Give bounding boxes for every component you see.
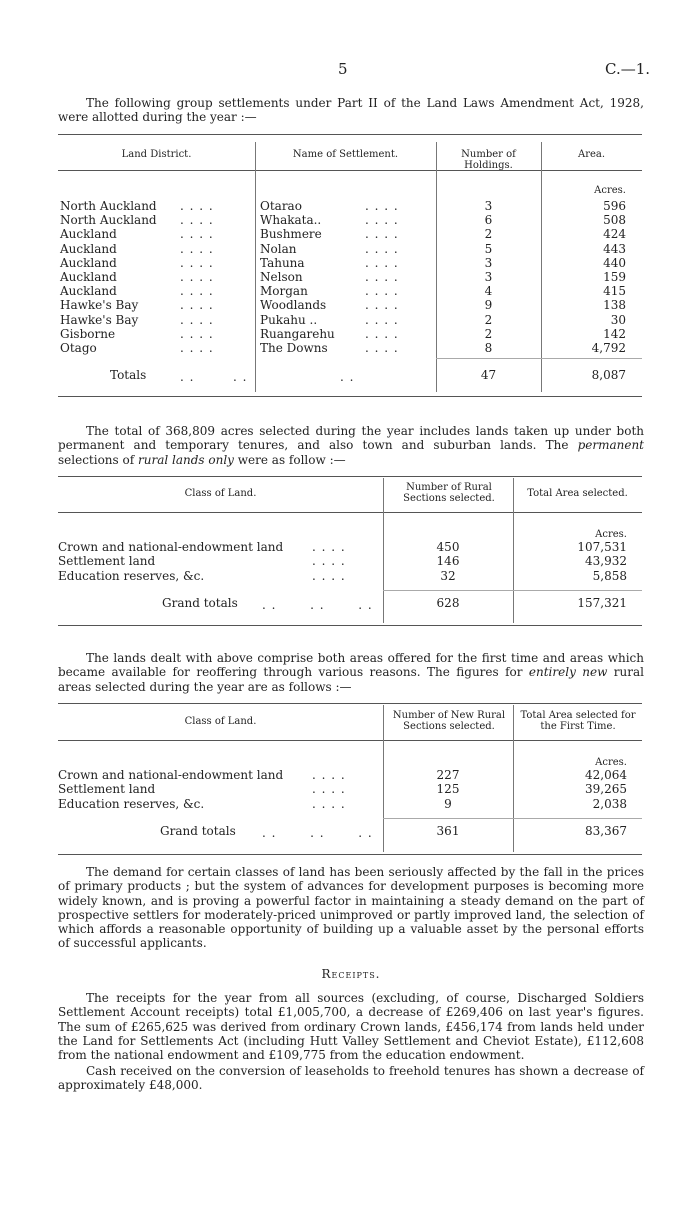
table1-header-settlement: Name of Settlement. bbox=[292, 149, 399, 160]
para3-text: The lands dealt with above comprise both areas offered for the first time and areas which became available for reoffering through various reasons. The figures for bbox=[58, 651, 644, 680]
area-cell: 508 bbox=[603, 213, 626, 227]
para3-text: rural areas selected during the year are as follows :— bbox=[58, 665, 644, 694]
district-cell: Auckland bbox=[60, 284, 117, 298]
district-cell: North Auckland bbox=[60, 213, 157, 227]
sections-cell: 146 bbox=[436, 554, 460, 568]
table1-totals-rule bbox=[436, 358, 642, 359]
sections-cell: 9 bbox=[444, 797, 452, 811]
area-cell: 142 bbox=[603, 327, 626, 341]
table3-totals-area: 83,367 bbox=[585, 824, 627, 838]
dot-leader: . . . . bbox=[180, 213, 214, 227]
dot-leader: . . . . bbox=[180, 341, 214, 355]
para4-text: The demand for certain classes of land has been seriously affected by the fall in the prices of primary products ; but the system of advances for development purposes is becoming more widely known, and is proving a powerful factor in maintaining a steady demand on the part of prospective settlers for moderately-priced unimproved or partly improved land, the selection of which affords a reasonable opportunity of building up a valuable asset by the personal efforts of successful applicants. bbox=[58, 865, 644, 951]
area-cell: 596 bbox=[603, 199, 626, 213]
area-cell: 440 bbox=[603, 256, 626, 270]
holdings-cell: 2 bbox=[484, 227, 493, 241]
holdings-cell: 9 bbox=[484, 298, 493, 312]
table1-totals-holdings: 47 bbox=[480, 368, 497, 382]
holdings-cell: 3 bbox=[484, 199, 493, 213]
dot-leader: . . . . bbox=[365, 256, 399, 270]
settlement-cell: Ruangarehu bbox=[260, 327, 335, 341]
district-cell: Hawke's Bay bbox=[60, 298, 139, 312]
holdings-cell: 2 bbox=[484, 313, 493, 327]
table1-header-holdings: Number of Holdings. bbox=[461, 149, 516, 171]
settlement-cell: Tahuna bbox=[260, 256, 305, 270]
area-cell: 43,932 bbox=[585, 554, 627, 568]
table1-top-rule bbox=[58, 134, 642, 135]
dot-leader: . . . . bbox=[312, 797, 346, 811]
receipts-paragraph bbox=[58, 991, 644, 1062]
settlement-cell: The Downs bbox=[260, 341, 328, 355]
settlement-cell: Otarao bbox=[260, 199, 302, 213]
table2-totals-leader: . . . . . . bbox=[262, 598, 373, 612]
settlement-cell: Morgan bbox=[260, 284, 308, 298]
settlement-cell: Pukahu .. bbox=[260, 313, 318, 327]
table3-totals-label: Grand totals bbox=[160, 824, 236, 838]
class-cell: Crown and national-endowment land bbox=[58, 540, 284, 554]
document-code: C.—1. bbox=[605, 60, 651, 78]
dot-leader: . . . . bbox=[180, 227, 214, 241]
table1-totals-area: 8,087 bbox=[591, 368, 626, 382]
para2-text: were as follow :— bbox=[233, 452, 346, 467]
dot-leader: . . . . bbox=[180, 199, 214, 213]
table2-totals-number: 628 bbox=[436, 596, 460, 610]
dot-leader: . . . . bbox=[312, 768, 346, 782]
dot-leader: . . . . bbox=[180, 242, 214, 256]
district-cell: Auckland bbox=[60, 242, 117, 256]
sections-cell: 450 bbox=[436, 540, 460, 554]
dot-leader: . . . . bbox=[180, 313, 214, 327]
para3-italic: entirely new bbox=[528, 665, 608, 680]
class-cell: Crown and national-endowment land bbox=[58, 768, 284, 782]
table3-header-area: Total Area selected for the First Time. bbox=[520, 710, 636, 732]
holdings-cell: 3 bbox=[484, 270, 493, 284]
para6-text: Cash received on the conversion of leaseholds to freehold tenures has shown a decrease of approximately £48,000. bbox=[58, 1064, 644, 1093]
area-cell: 443 bbox=[603, 242, 626, 256]
table3-header-number: Number of New Rural Sections selected. bbox=[392, 710, 506, 732]
dot-leader: . . . . bbox=[312, 540, 346, 554]
demand-paragraph bbox=[58, 865, 644, 951]
area-cell: 30 bbox=[610, 313, 626, 327]
dot-leader: . . . . bbox=[180, 327, 214, 341]
holdings-cell: 6 bbox=[484, 213, 493, 227]
dot-leader: . . . . bbox=[365, 313, 399, 327]
settlement-cell: Nelson bbox=[260, 270, 303, 284]
settlement-cell: Woodlands bbox=[260, 298, 327, 312]
area-cell: 138 bbox=[603, 298, 626, 312]
area-cell: 159 bbox=[603, 270, 626, 284]
dot-leader: . . . . bbox=[365, 270, 399, 284]
intro-text: The following group settlements under Part II of the Land Laws Amendment Act, 1928, were allotted during the year :— bbox=[58, 96, 644, 125]
table1-col-divider bbox=[255, 142, 256, 392]
settlement-cell: Whakata.. bbox=[260, 213, 322, 227]
area-cell: 39,265 bbox=[585, 782, 627, 796]
table2-totals-label: Grand totals bbox=[162, 596, 238, 610]
district-cell: Auckland bbox=[60, 270, 117, 284]
district-cell: Auckland bbox=[60, 227, 117, 241]
para2-text: The total of 368,809 acres selected during the year includes lands taken up under both permanent and temporary tenures, and also town and suburban lands. The bbox=[58, 424, 644, 453]
area-cell: 42,064 bbox=[585, 768, 627, 782]
dot-leader: . . . . bbox=[365, 213, 399, 227]
para2-italic: permanent bbox=[577, 438, 644, 453]
dot-leader: . . . . bbox=[365, 284, 399, 298]
district-cell: Gisborne bbox=[60, 327, 116, 341]
dot-leader: . . . . bbox=[180, 284, 214, 298]
dot-leader: . . . . bbox=[365, 199, 399, 213]
dot-leader: . . . . bbox=[180, 298, 214, 312]
class-cell: Settlement land bbox=[58, 554, 156, 568]
table2-header-area: Total Area selected. bbox=[527, 488, 628, 499]
table1-header-district: Land District. bbox=[121, 149, 192, 160]
district-cell: Auckland bbox=[60, 256, 117, 270]
holdings-cell: 5 bbox=[484, 242, 493, 256]
district-cell: North Auckland bbox=[60, 199, 157, 213]
holdings-cell: 2 bbox=[484, 327, 493, 341]
table2-header-number: Number of Rural Sections selected. bbox=[403, 482, 495, 504]
area-cell: 415 bbox=[603, 284, 626, 298]
table3-bottom-rule bbox=[58, 854, 642, 855]
dot-leader: . . . . bbox=[365, 327, 399, 341]
table2-header-class: Class of Land. bbox=[184, 488, 257, 499]
table2-bottom-rule bbox=[58, 625, 642, 626]
table1-unit: Acres. bbox=[594, 185, 626, 196]
table3-top-rule bbox=[58, 703, 642, 704]
table1-bottom-rule bbox=[58, 396, 642, 397]
settlement-cell: Bushmere bbox=[260, 227, 322, 241]
intro-paragraph bbox=[58, 96, 644, 125]
district-cell: Otago bbox=[60, 341, 97, 355]
dot-leader: . . . . bbox=[312, 782, 346, 796]
area-cell: 5,858 bbox=[592, 569, 627, 583]
class-cell: Settlement land bbox=[58, 782, 156, 796]
sections-cell: 125 bbox=[436, 782, 460, 796]
dot-leader: . . . . bbox=[312, 569, 346, 583]
table2-unit: Acres. bbox=[595, 529, 627, 540]
table2-top-rule bbox=[58, 476, 642, 477]
area-cell: 424 bbox=[603, 227, 626, 241]
table1-totals-label: Totals bbox=[110, 368, 147, 382]
permanent-selections-paragraph bbox=[58, 424, 644, 467]
table2-header-rule bbox=[58, 512, 642, 513]
area-cell: 2,038 bbox=[592, 797, 627, 811]
table1-totals-leader: . . bbox=[340, 370, 355, 384]
class-cell: Education reserves, &c. bbox=[58, 569, 205, 583]
dot-leader: . . . . bbox=[365, 341, 399, 355]
holdings-cell: 4 bbox=[484, 284, 493, 298]
sections-cell: 32 bbox=[440, 569, 456, 583]
conversion-paragraph bbox=[58, 1064, 644, 1093]
table1-header-rule bbox=[58, 170, 642, 171]
sections-cell: 227 bbox=[436, 768, 460, 782]
para5-text: The receipts for the year from all sources (excluding, of course, Discharged Soldiers Settlement Account receipts) total £1,005,700, a decrease of £269,406 on last year's figures. The sum of £265,625 was derived from ordinary Crown lands, £456,174 from lands held under the Land for Settlements Act (including Hutt Valley Settlement and Cheviot Estate), £112,608 from the national endowment and £109,775 from the education endowment. bbox=[58, 991, 644, 1063]
table3-totals-number: 361 bbox=[436, 824, 460, 838]
table1-totals-leader: . . . . bbox=[180, 370, 248, 384]
dot-leader: . . . . bbox=[312, 554, 346, 568]
dot-leader: . . . . bbox=[180, 270, 214, 284]
table3-unit: Acres. bbox=[595, 757, 627, 768]
area-cell: 107,531 bbox=[577, 540, 627, 554]
dot-leader: . . . . bbox=[365, 227, 399, 241]
holdings-cell: 3 bbox=[484, 256, 493, 270]
class-cell: Education reserves, &c. bbox=[58, 797, 205, 811]
dot-leader: . . . . bbox=[180, 256, 214, 270]
table3-totals-rule bbox=[383, 818, 642, 819]
para2-italic: rural lands only bbox=[138, 452, 234, 467]
table3-header-rule bbox=[58, 740, 642, 741]
new-areas-paragraph bbox=[58, 651, 644, 694]
holdings-cell: 8 bbox=[484, 341, 493, 355]
para2-text: selections of bbox=[58, 452, 138, 467]
table3-header-class: Class of Land. bbox=[184, 716, 257, 727]
receipts-heading: Receipts. bbox=[321, 967, 381, 981]
table2-totals-area: 157,321 bbox=[577, 596, 627, 610]
table1-header-area: Area. bbox=[577, 149, 606, 160]
district-cell: Hawke's Bay bbox=[60, 313, 139, 327]
dot-leader: . . . . bbox=[365, 242, 399, 256]
table3-totals-leader: . . . . . . bbox=[262, 826, 373, 840]
dot-leader: . . . . bbox=[365, 298, 399, 312]
table2-totals-rule bbox=[383, 590, 642, 591]
settlement-cell: Nolan bbox=[260, 242, 297, 256]
page-number: 5 bbox=[338, 60, 348, 78]
area-cell: 4,792 bbox=[591, 341, 626, 355]
